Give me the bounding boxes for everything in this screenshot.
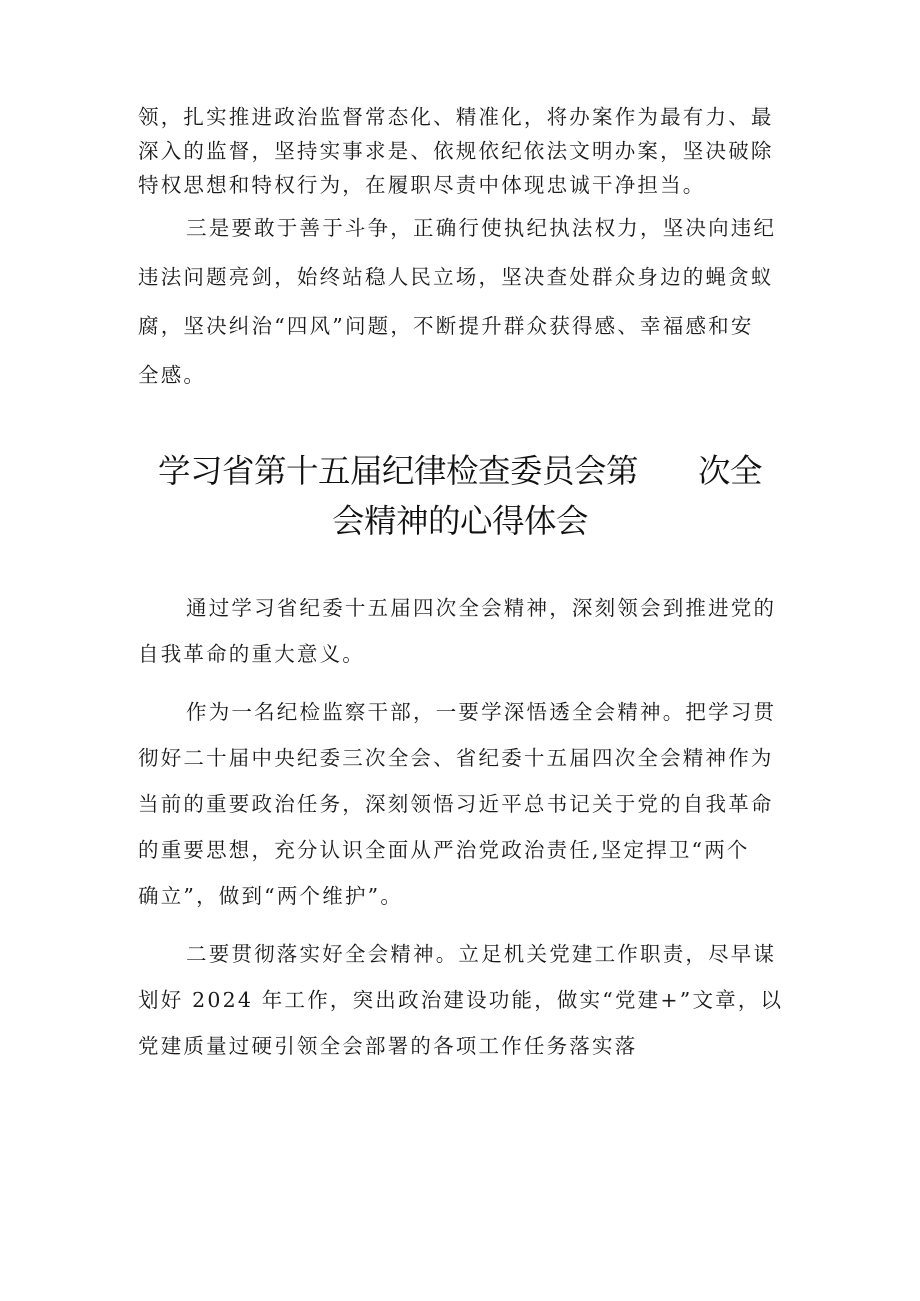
paragraph-struggle [138,204,790,400]
text-line: 深入的监督，坚持实事求是、依规依纪依法文明办案，坚决破除 [138,139,774,163]
title-line2: 会精神的心得体会 [331,502,588,540]
text-line: 确立”，做到“两个维护”。 [138,884,404,908]
title-line1-part2: 次全 [698,452,763,490]
text-line: 三是要敢于善于斗争，正确行使执纪执法权力，坚决向违纪 [186,216,777,240]
text-line: 二要贯彻落实好全会精神。立足机关党建工作职责，尽早谋 [186,942,777,966]
text-line: 党建质量过硬引领全会部署的各项工作任务落实落 [138,1034,638,1058]
text-line: 通过学习省纪委十五届四次全会精神，深刻领会到推进党的 [186,596,777,620]
text-line: 全感。 [138,363,207,387]
text-line: 违法问题亮剑，始终站稳人民立场，坚决查处群众身边的蝇贪蚁 [138,265,774,289]
text-line: 自我革命的重大意义。 [138,642,365,666]
text-line: 特权思想和特权行为，在履职尽责中体现忠诚干净担当。 [138,173,706,197]
text-line: 领，扎实推进政治监督常态化、精准化，将办案作为最有力、最 [138,105,774,129]
body-text [138,585,790,1069]
text-line: 的重要思想，充分认识全面从严治党政治责任,坚定捍卫“两个 [138,838,750,862]
page-title [100,446,820,546]
text-line: 作为一名纪检监察干部，一要学深悟透全会精神。把学习贯 [186,700,777,724]
text-line: 当前的重要政治任务，深刻领悟习近平总书记关于党的自我革命 [138,792,774,816]
text-line: 腐，坚决纠治“四风”问题，不断提升群众获得感、幸福感和安 [138,314,754,338]
text-line: 划好 2024 年工作，突出政治建设功能，做实“党建+”文章，以 [138,988,784,1012]
text-line: 彻好二十届中央纪委三次全会、省纪委十五届四次全会精神作为 [138,746,774,770]
paragraph-continued [138,100,790,202]
title-line1-part1: 学习省第十五届纪律检查委员会第 [157,452,638,490]
